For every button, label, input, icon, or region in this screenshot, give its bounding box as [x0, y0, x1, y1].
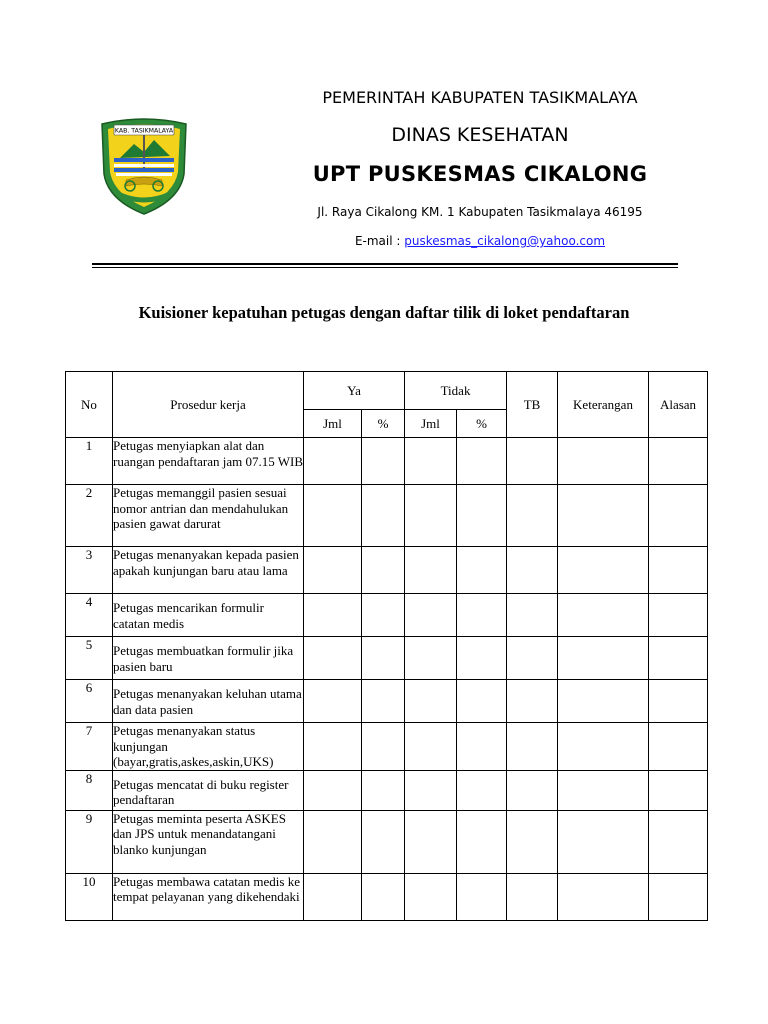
- col-no-header: No: [66, 372, 113, 438]
- cell-ya-jml[interactable]: [304, 594, 362, 637]
- cell-tb[interactable]: [507, 723, 558, 771]
- cell-tb[interactable]: [507, 547, 558, 594]
- cell-tidak-jml[interactable]: [405, 873, 457, 920]
- cell-tb[interactable]: [507, 485, 558, 547]
- row-number: 5: [66, 637, 113, 680]
- row-number: 8: [66, 770, 113, 810]
- table-row: [66, 637, 708, 680]
- cell-tb[interactable]: [507, 810, 558, 873]
- row-procedure: Petugas memanggil pasien sesuai nomor antrian dan mendahulukan pasien gawat darurat: [113, 485, 304, 547]
- table-row: [66, 810, 708, 873]
- cell-tidak-jml[interactable]: [405, 637, 457, 680]
- row-number: 3: [66, 547, 113, 594]
- cell-tidak-pct[interactable]: [457, 680, 507, 723]
- table-row: [66, 770, 708, 810]
- cell-ya-pct[interactable]: [362, 485, 405, 547]
- table-row: [66, 723, 708, 771]
- cell-tidak-pct[interactable]: [457, 637, 507, 680]
- header-line-institution: UPT PUSKESMAS CIKALONG: [312, 162, 648, 186]
- cell-tidak-jml[interactable]: [405, 723, 457, 771]
- email-link[interactable]: puskesmas_cikalong@yahoo.com: [404, 234, 606, 248]
- cell-ya-pct[interactable]: [362, 680, 405, 723]
- cell-ya-pct[interactable]: [362, 723, 405, 771]
- col-tb-header: TB: [507, 372, 558, 438]
- cell-tb[interactable]: [507, 438, 558, 485]
- table-row: [66, 485, 708, 547]
- row-procedure: Petugas menanyakan keluhan utama dan data pasien: [113, 680, 304, 723]
- cell-tidak-pct[interactable]: [457, 770, 507, 810]
- cell-tidak-pct[interactable]: [457, 594, 507, 637]
- row-procedure: Petugas mencarikan formulir catatan medis: [113, 594, 304, 637]
- cell-tidak-jml[interactable]: [405, 680, 457, 723]
- checklist-table: [65, 371, 708, 921]
- cell-ya-pct[interactable]: [362, 770, 405, 810]
- row-procedure: Petugas membawa catatan medis ke tempat pelayanan yang dikehendaki: [113, 873, 304, 920]
- cell-keterangan[interactable]: [558, 680, 649, 723]
- cell-alasan[interactable]: [649, 485, 708, 547]
- cell-tb[interactable]: [507, 637, 558, 680]
- col-tidak-pct-header: %: [457, 410, 507, 438]
- cell-alasan[interactable]: [649, 810, 708, 873]
- header-address: Jl. Raya Cikalong KM. 1 Kabupaten Tasikmalaya 46195: [317, 205, 643, 219]
- row-procedure: Petugas meminta peserta ASKES dan JPS untuk menandatangani blanko kunjungan: [113, 810, 304, 873]
- cell-alasan[interactable]: [649, 680, 708, 723]
- cell-ya-pct[interactable]: [362, 873, 405, 920]
- cell-keterangan[interactable]: [558, 637, 649, 680]
- header-line-government: PEMERINTAH KABUPATEN TASIKMALAYA: [322, 88, 638, 107]
- cell-ya-jml[interactable]: [304, 810, 362, 873]
- cell-tidak-pct[interactable]: [457, 810, 507, 873]
- cell-ya-jml[interactable]: [304, 873, 362, 920]
- col-alasan-header: Alasan: [649, 372, 708, 438]
- row-procedure: Petugas menyiapkan alat dan ruangan pendaftaran jam 07.15 WIB: [113, 438, 304, 485]
- cell-keterangan[interactable]: [558, 770, 649, 810]
- cell-alasan[interactable]: [649, 770, 708, 810]
- cell-keterangan[interactable]: [558, 873, 649, 920]
- cell-ya-jml[interactable]: [304, 770, 362, 810]
- cell-tidak-jml[interactable]: [405, 547, 457, 594]
- cell-ya-pct[interactable]: [362, 594, 405, 637]
- cell-keterangan[interactable]: [558, 547, 649, 594]
- cell-keterangan[interactable]: [558, 723, 649, 771]
- cell-keterangan[interactable]: [558, 810, 649, 873]
- col-ya-header: Ya: [304, 372, 405, 410]
- row-procedure: Petugas menanyakan status kunjungan (bayar,gratis,askes,askin,UKS): [113, 723, 304, 771]
- table-row: [66, 547, 708, 594]
- cell-ya-jml[interactable]: [304, 547, 362, 594]
- header-email-line: [200, 234, 760, 248]
- cell-ya-pct[interactable]: [362, 547, 405, 594]
- cell-keterangan[interactable]: [558, 594, 649, 637]
- row-number: 6: [66, 680, 113, 723]
- cell-tidak-pct[interactable]: [457, 438, 507, 485]
- cell-ya-pct[interactable]: [362, 810, 405, 873]
- row-number: 10: [66, 873, 113, 920]
- row-number: 4: [66, 594, 113, 637]
- header-divider-thick: [92, 263, 678, 265]
- cell-tidak-pct[interactable]: [457, 547, 507, 594]
- row-procedure: Petugas mencatat di buku register pendaftaran: [113, 770, 304, 810]
- col-keterangan-header: Keterangan: [558, 372, 649, 438]
- cell-ya-jml[interactable]: [304, 438, 362, 485]
- email-label: E-mail :: [354, 234, 405, 248]
- cell-alasan[interactable]: [649, 873, 708, 920]
- cell-alasan[interactable]: [649, 723, 708, 771]
- cell-keterangan[interactable]: [558, 438, 649, 485]
- cell-keterangan[interactable]: [558, 485, 649, 547]
- col-prosedur-header: Prosedur kerja: [113, 372, 304, 438]
- cell-tb[interactable]: [507, 594, 558, 637]
- cell-alasan[interactable]: [649, 594, 708, 637]
- col-tidak-header: Tidak: [405, 372, 507, 410]
- row-number: 1: [66, 438, 113, 485]
- cell-ya-jml[interactable]: [304, 485, 362, 547]
- cell-tidak-jml[interactable]: [405, 438, 457, 485]
- row-number: 7: [66, 723, 113, 771]
- table-row: [66, 594, 708, 637]
- cell-ya-pct[interactable]: [362, 637, 405, 680]
- cell-tidak-jml[interactable]: [405, 810, 457, 873]
- cell-ya-jml[interactable]: [304, 723, 362, 771]
- cell-ya-jml[interactable]: [304, 680, 362, 723]
- table-row: [66, 438, 708, 485]
- cell-tidak-jml[interactable]: [405, 485, 457, 547]
- cell-alasan[interactable]: [649, 637, 708, 680]
- cell-tidak-jml[interactable]: [405, 770, 457, 810]
- row-procedure: Petugas membuatkan formulir jika pasien baru: [113, 637, 304, 680]
- kabupaten-logo: [96, 116, 192, 216]
- cell-tb[interactable]: [507, 770, 558, 810]
- cell-alasan[interactable]: [649, 547, 708, 594]
- cell-ya-jml[interactable]: [304, 637, 362, 680]
- cell-tidak-jml[interactable]: [405, 594, 457, 637]
- cell-tb[interactable]: [507, 873, 558, 920]
- row-number: 2: [66, 485, 113, 547]
- table-row: [66, 680, 708, 723]
- col-ya-jml-header: Jml: [304, 410, 362, 438]
- header-line-department: DINAS KESEHATAN: [391, 124, 569, 146]
- document-title: Kuisioner kepatuhan petugas dengan daftar tilik di loket pendaftaran: [138, 303, 630, 322]
- col-ya-pct-header: %: [362, 410, 405, 438]
- logo-lettering: KAB. TASIKMALAYA: [114, 127, 174, 135]
- table-row: [66, 873, 708, 920]
- row-procedure: Petugas menanyakan kepada pasien apakah kunjungan baru atau lama: [113, 547, 304, 594]
- header-divider-thin: [92, 267, 678, 268]
- col-tidak-jml-header: Jml: [405, 410, 457, 438]
- cell-tidak-pct[interactable]: [457, 723, 507, 771]
- cell-alasan[interactable]: [649, 438, 708, 485]
- cell-tb[interactable]: [507, 680, 558, 723]
- cell-ya-pct[interactable]: [362, 438, 405, 485]
- row-number: 9: [66, 810, 113, 873]
- cell-tidak-pct[interactable]: [457, 873, 507, 920]
- cell-tidak-pct[interactable]: [457, 485, 507, 547]
